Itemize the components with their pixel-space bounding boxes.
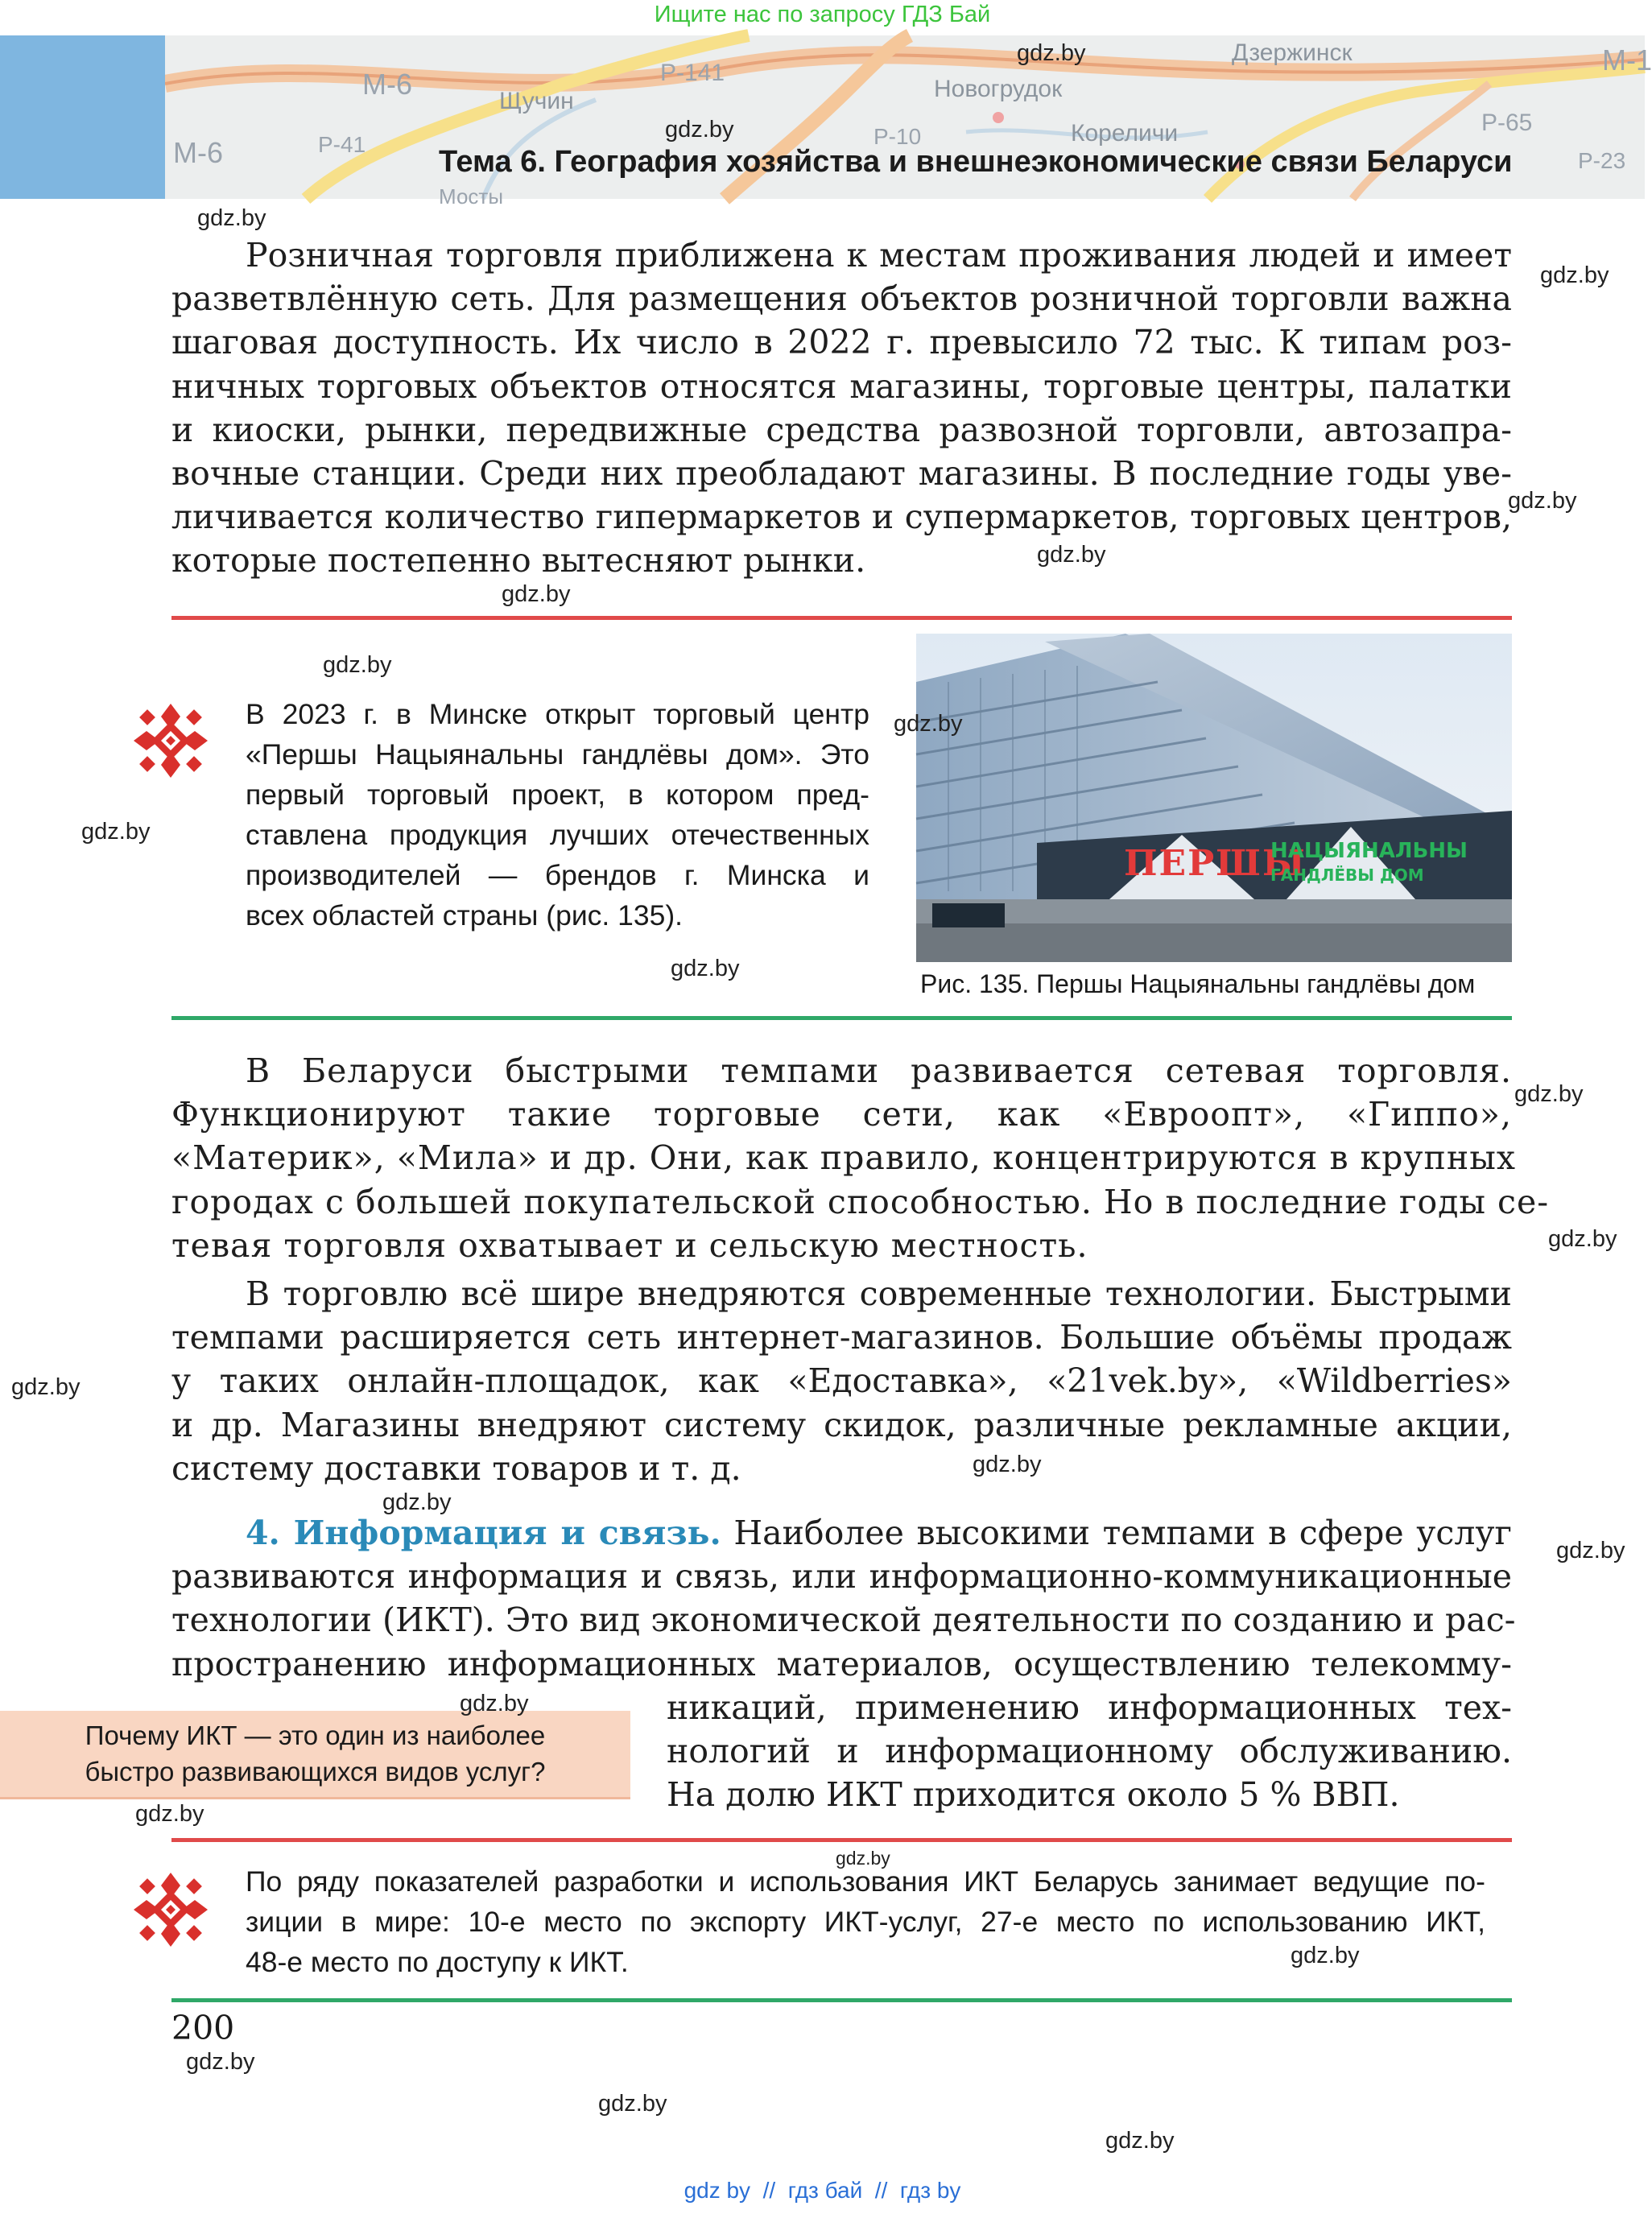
watermark: gdz.by	[135, 1801, 204, 1827]
box-bottom-rule	[171, 1016, 1512, 1020]
map-label: Р-10	[873, 124, 922, 149]
text-line: разветвлённую сеть. Для размещения объектов розничной торговли важна	[171, 279, 1512, 319]
text-line: На долю ИКТ приходится около 5 % ВВП.	[667, 1775, 1400, 1815]
text-line: нологий и информационному обслуживанию.	[667, 1732, 1512, 1771]
text-line: В Беларуси быстрыми темпами развивается сетевая торговля.	[246, 1051, 1512, 1090]
photo-sign-green: НАЦЫЯНАЛЬНЫ	[1270, 839, 1468, 863]
text-line: ничных торговых объектов относятся магазины, торговые центры, палатки	[171, 366, 1512, 406]
search-hint-link[interactable]: Ищите нас по запросу ГДЗ Бай	[654, 2, 991, 27]
map-label: Р-23	[1578, 148, 1626, 173]
photo-sign-red: ПЕРШЫ	[1124, 843, 1307, 884]
text-line: темпами расширяется сеть интернет-магазинов. Большие объёмы продаж	[171, 1318, 1512, 1357]
text-line: пространению информационных материалов, осуществлению телекомму-	[171, 1644, 1512, 1683]
map-label: Мосты	[439, 184, 504, 209]
chapter-color-tab	[0, 35, 165, 199]
text-line: «Першы Нацыянальны гандлёвы дом». Это	[246, 738, 869, 770]
watermark: gdz.by	[502, 581, 571, 607]
box-bottom-rule	[171, 1998, 1512, 2002]
mall-photo	[916, 634, 1512, 962]
text-line: 48-е место по доступу к ИКТ.	[246, 1946, 629, 1978]
map-label: Кореличи	[1071, 120, 1179, 147]
chapter-title: Тема 6. География хозяйства и внешнеэкономические связи Беларуси	[439, 145, 1513, 179]
text-line: производителей — брендов г. Минска и	[246, 859, 869, 891]
text-line: и др. Магазины внедряют систему скидок, различные рекламные акции,	[171, 1405, 1512, 1444]
watermark: gdz.by	[81, 819, 151, 845]
text-line: Функционируют такие торговые сети, как «Евроопт», «Гиппо»,	[171, 1095, 1512, 1134]
ornament-icon	[130, 700, 211, 781]
text-line: «Материк», «Мила» и др. Они, как правило, концентрируются в крупных	[171, 1138, 1516, 1178]
map-label: Р-141	[660, 60, 725, 86]
watermark: gdz.by	[460, 1691, 529, 1716]
text-line: всех областей страны (рис. 135).	[246, 899, 684, 931]
text-line: которые постепенно вытесняют рынки.	[171, 541, 866, 580]
watermark: gdz.by	[1514, 1081, 1584, 1107]
paragraph-retail-trade	[171, 233, 1512, 583]
text-line: вочные станции. Среди них преобладают магазины. В последние годы уве-	[171, 453, 1512, 493]
map-label: М-1	[1602, 43, 1652, 76]
map-label: Новогрудок	[934, 76, 1063, 102]
watermark: gdz.by	[1556, 1538, 1625, 1563]
text-line: По ряду показателей разработки и использования ИКТ Беларусь занимает ведущие по-	[246, 1865, 1485, 1898]
map-label: Дзержинск	[1232, 39, 1353, 66]
text-line: первый торговый проект, в котором пред-	[246, 779, 869, 811]
section-information-communication	[171, 1511, 1516, 1686]
watermark: gdz.by	[1291, 1943, 1360, 1968]
ornament-icon	[130, 1869, 211, 1950]
map-label: М-6	[362, 68, 412, 101]
text-fragment: Наиболее высокими темпами в сфере услуг	[733, 1514, 1512, 1552]
text-line: личивается количество гипермаркетов и супермаркетов, торговых центров,	[171, 498, 1512, 537]
text-line: шаговая доступность. Их число в 2022 г. превысило 72 тыс. К типам роз-	[171, 323, 1512, 362]
paragraph-online-retail	[171, 1272, 1512, 1490]
text-line	[171, 1511, 1512, 1555]
question-box	[0, 1711, 630, 1799]
text-line: Розничная торговля приближена к местам проживания людей и имеет	[246, 236, 1512, 275]
section-information-communication-cont	[667, 1686, 1512, 1817]
text-line: и киоски, рынки, передвижные средства развозной торговли, автозапра-	[171, 410, 1512, 449]
map-label: М-6	[173, 136, 223, 169]
watermark: gdz.by	[1548, 1226, 1617, 1252]
watermark: gdz.by	[186, 2049, 255, 2075]
watermark: gdz.by	[1540, 262, 1609, 288]
text-line: у таких онлайн-площадок, как «Едоставка», «21vek.by», «Wildberries»	[171, 1361, 1512, 1401]
text-line: технологии (ИКТ). Это вид экономической деятельности по созданию и рас-	[171, 1601, 1516, 1640]
text-line: зиции в мире: 10-е место по экспорту ИКТ-услуг, 27-е место по использованию ИКТ,	[246, 1906, 1485, 1938]
box-mall-text	[246, 694, 869, 936]
figure-caption: Рис. 135. Першы Нацыянальны гандлёвы дом	[920, 969, 1476, 998]
photo-sign-green: ГАНДЛЁВЫ ДОМ	[1270, 865, 1424, 885]
watermark: gdz.by	[197, 205, 266, 231]
question-text	[0, 1711, 630, 1790]
watermark: gdz.by	[1017, 40, 1086, 66]
text-line: тевая торговля охватывает и сельскую местность.	[171, 1225, 1088, 1265]
text-line: городах с большей покупательской способностью. Но в последние годы се-	[171, 1182, 1550, 1221]
watermark: gdz.by	[671, 956, 740, 981]
watermark: gdz.by	[1508, 488, 1577, 514]
watermark: gdz.by	[1105, 2128, 1175, 2154]
map-label: Щучин	[499, 88, 574, 114]
text-line: никаций, применению информационных тех-	[667, 1688, 1512, 1727]
page-number: 200	[171, 2009, 235, 2047]
question-line: Почему ИКТ — это один из наиболее	[85, 1720, 546, 1750]
watermark: gdz.by	[382, 1489, 452, 1515]
watermark: gdz.by	[894, 711, 963, 737]
watermark: gdz.by	[1037, 542, 1106, 568]
watermark: gdz.by	[665, 117, 734, 143]
footer-links[interactable]: gdz by // гдз бай // гдз by	[684, 2178, 961, 2203]
section-heading: 4. Информация и связь.	[246, 1514, 721, 1552]
map-label: Р-41	[318, 132, 366, 157]
text-line: развиваются информация и связь, или информационно-коммуникационные	[171, 1557, 1512, 1596]
map-label: Р-65	[1481, 109, 1533, 136]
watermark: gdz.by	[598, 2091, 667, 2117]
watermark: gdz.by	[323, 652, 392, 678]
watermark: gdz.by	[973, 1452, 1042, 1477]
box-top-rule	[171, 616, 1512, 620]
text-line: систему доставки товаров и т. д.	[171, 1448, 741, 1488]
watermark: gdz.by	[836, 1848, 890, 1869]
text-line: В торговлю всё шире внедряются современные технологии. Быстрыми	[246, 1274, 1512, 1313]
watermark: gdz.by	[11, 1374, 81, 1400]
text-line: В 2023 г. в Минске открыт торговый центр	[246, 698, 869, 730]
box-top-rule	[171, 1838, 1512, 1842]
question-line: быстро развивающихся видов услуг?	[85, 1757, 546, 1786]
text-line: ставлена продукция лучших отечественных	[246, 819, 869, 851]
